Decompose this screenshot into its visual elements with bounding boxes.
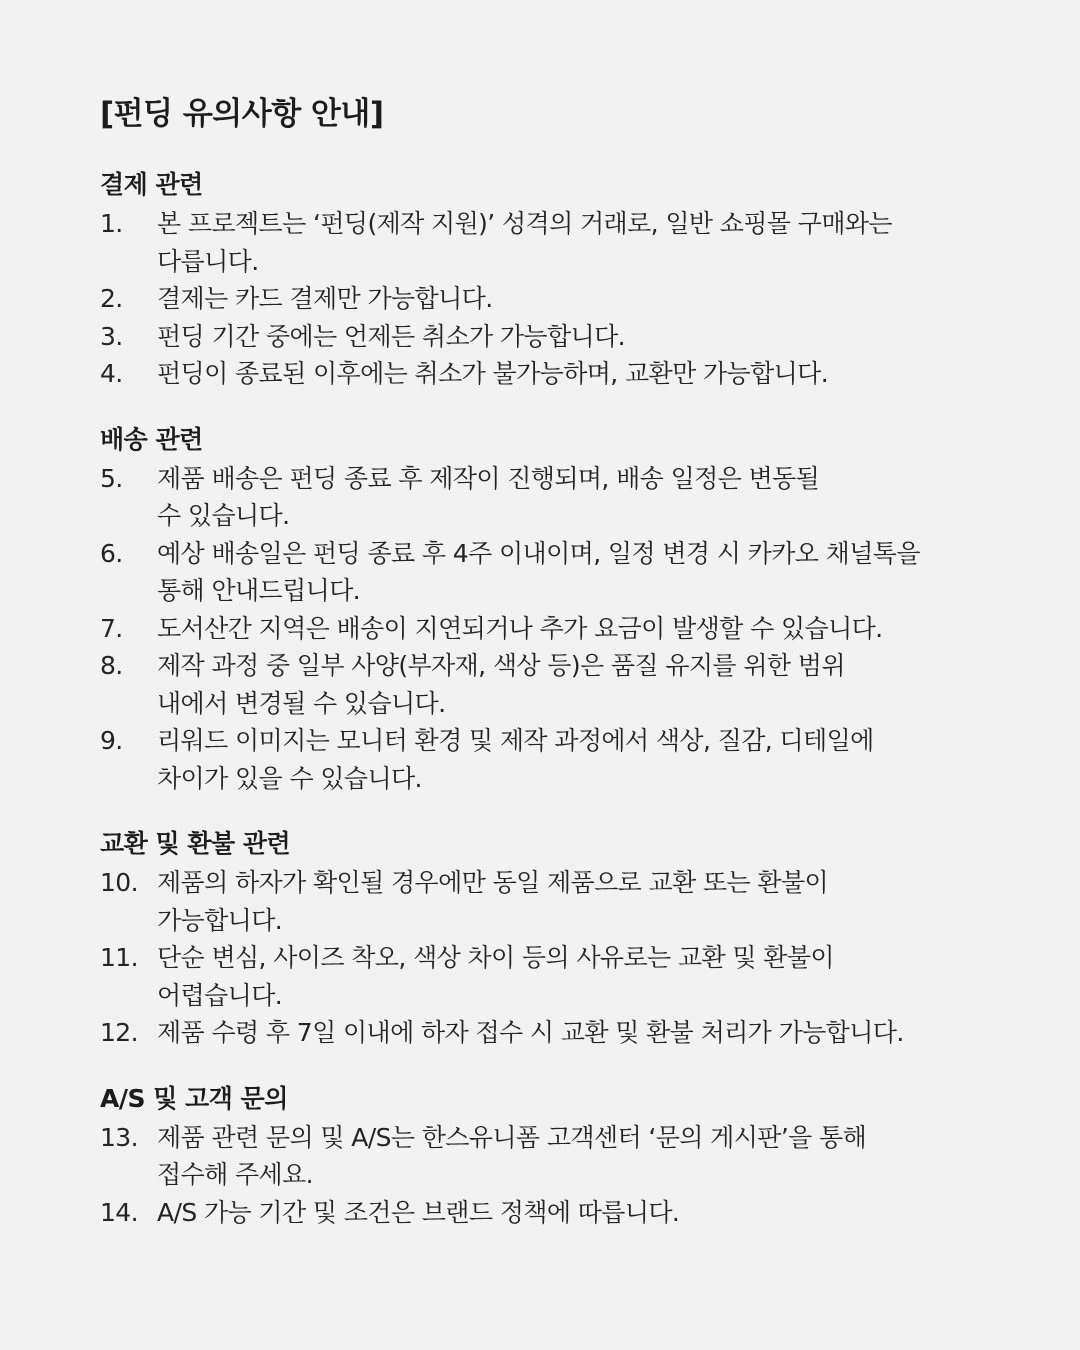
item-text-line: 펀딩 기간 중에는 언제든 취소가 가능합니다. (157, 321, 625, 351)
item-text-line: 수 있습니다. (157, 501, 290, 530)
notice-list (100, 460, 1000, 798)
notice-item (100, 939, 1000, 1014)
item-text-line: 내에서 변경될 수 있습니다. (157, 688, 446, 718)
notice-section (100, 824, 1000, 1052)
item-text-line: 단순 변심, 사이즈 착오, 색상 차이 등의 사유로는 교환 및 환불이 (157, 943, 834, 972)
item-number: 2. (100, 284, 123, 313)
item-text (157, 318, 1000, 356)
notice-section (100, 1079, 1000, 1232)
item-text-line: 결제는 카드 결제만 가능합니다. (157, 284, 493, 313)
notice-item (100, 1194, 1000, 1232)
item-text-line: 어렵습니다. (157, 980, 283, 1010)
section-title: A/S 및 고객 문의 (100, 1083, 288, 1113)
notice-item (100, 205, 1000, 280)
item-text (157, 1119, 1000, 1194)
item-text-line: 통해 안내드립니다. (157, 576, 361, 605)
item-text-line: 본 프로젝트는 ‘펀딩(제작 지원)’ 성격의 거래로, 일반 쇼핑몰 구매와는 (157, 209, 892, 238)
notice-item (100, 1014, 1000, 1052)
item-text (157, 280, 1000, 318)
item-number: 12. (100, 1018, 138, 1047)
section-title: 배송 관련 (100, 424, 203, 454)
notice-section (100, 420, 1000, 798)
item-text (157, 610, 1000, 648)
item-text (157, 722, 1000, 797)
item-text (157, 864, 1000, 939)
item-text (157, 939, 1000, 1014)
notice-item (100, 318, 1000, 356)
item-text-line: 다릅니다. (157, 246, 259, 276)
item-text-line: 펀딩이 종료된 이후에는 취소가 불가능하며, 교환만 가능합니다. (157, 359, 829, 388)
notice-item (100, 280, 1000, 318)
item-text (157, 355, 1000, 393)
item-number: 6. (100, 538, 123, 568)
item-number: 5. (100, 463, 123, 493)
notice-list (100, 1119, 1000, 1232)
item-number: 1. (100, 209, 123, 238)
item-text-line: 제품 배송은 펀딩 종료 후 제작이 진행되며, 배송 일정은 변동될 (157, 463, 820, 493)
item-text-line: A/S 가능 기간 및 조건은 브랜드 정책에 따릅니다. (157, 1197, 680, 1227)
item-text-line: 도서산간 지역은 배송이 지연되거나 추가 요금이 발생할 수 있습니다. (157, 613, 883, 643)
item-number: 8. (100, 651, 123, 680)
item-number: 9. (100, 726, 123, 755)
item-text (157, 535, 1000, 610)
item-number: 14. (100, 1197, 138, 1227)
item-text-line: 차이가 있을 수 있습니다. (157, 763, 422, 793)
item-text-line: 리워드 이미지는 모니터 환경 및 제작 과정에서 색상, 질감, 디테일에 (157, 726, 874, 755)
item-text-line: 제품 관련 문의 및 A/S는 한스유니폼 고객센터 ‘문의 게시판’을 통해 (157, 1122, 867, 1152)
section-title: 교환 및 환불 관련 (100, 829, 291, 858)
item-text-line: 제작 과정 중 일부 사양(부자재, 색상 등)은 품질 유지를 위한 범위 (157, 651, 845, 680)
item-text-line: 제품 수령 후 7일 이내에 하자 접수 시 교환 및 환불 처리가 가능합니다. (157, 1018, 904, 1047)
item-text (157, 1014, 1000, 1052)
notice-item (100, 460, 1000, 535)
notice-item (100, 647, 1000, 722)
item-number: 3. (100, 321, 123, 351)
item-text-line: 제품의 하자가 확인될 경우에만 동일 제품으로 교환 또는 환불이 (157, 868, 829, 897)
page-title: [펀딩 유의사항 안내] (100, 96, 384, 132)
item-text-line: 가능합니다. (157, 905, 283, 935)
notice-item (100, 355, 1000, 393)
item-text-line: 예상 배송일은 펀딩 종료 후 4주 이내이며, 일정 변경 시 카카오 채널톡을 (157, 538, 920, 568)
item-text-line: 접수해 주세요. (157, 1160, 313, 1189)
section-title: 결제 관련 (100, 170, 203, 199)
notice-section (100, 165, 1000, 393)
item-text (157, 647, 1000, 722)
item-text (157, 205, 1000, 280)
notice-item (100, 535, 1000, 610)
notice-item (100, 864, 1000, 939)
notice-item (100, 722, 1000, 797)
item-number: 13. (100, 1122, 138, 1152)
notice-list (100, 864, 1000, 1052)
item-text (157, 460, 1000, 535)
notice-sections (100, 165, 1000, 1231)
notice-item (100, 1119, 1000, 1194)
item-number: 10. (100, 868, 138, 897)
item-number: 4. (100, 359, 123, 388)
item-number: 7. (100, 613, 123, 643)
notice-list (100, 205, 1000, 393)
item-number: 11. (100, 943, 138, 972)
item-text (157, 1194, 1000, 1232)
notice-item (100, 610, 1000, 648)
